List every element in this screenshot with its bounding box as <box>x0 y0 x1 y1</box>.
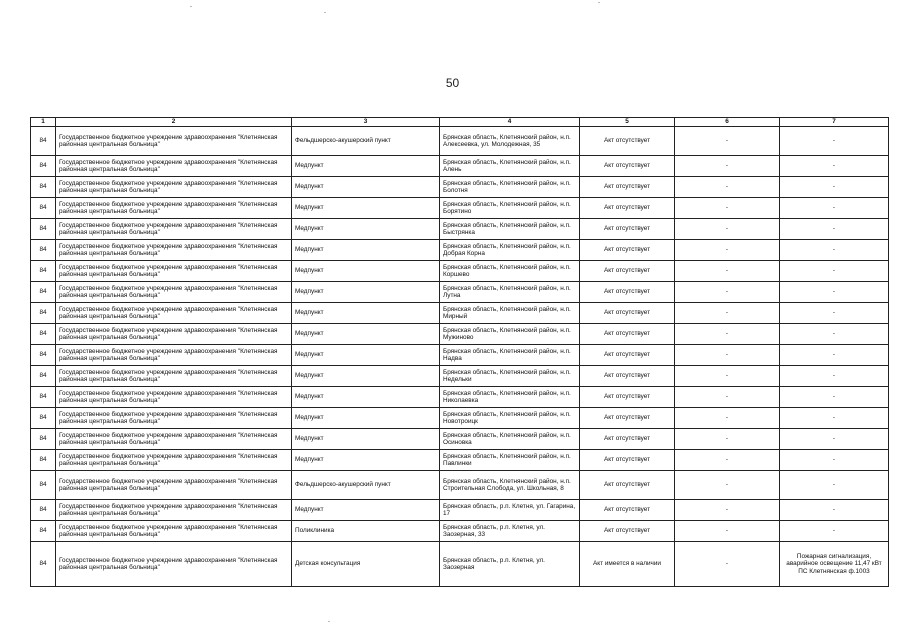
organization-cell: Государственное бюджетное учреждение здравоохранения "Клетнянская районная центральная больница" <box>56 429 292 450</box>
table-row <box>31 303 889 324</box>
column-6-cell: - <box>675 450 780 471</box>
row-number-cell: 84 <box>31 366 56 387</box>
address-cell: Брянская область, р.п. Клетня, ул. Заозерная, 33 <box>440 521 580 542</box>
address-cell: Брянская область, р.п. Клетня, ул. Гагарина, 17 <box>440 500 580 521</box>
organization-cell: Государственное бюджетное учреждение здравоохранения "Клетнянская районная центральная больница" <box>56 366 292 387</box>
row-number-cell: 84 <box>31 471 56 500</box>
column-7-cell: - <box>780 500 889 521</box>
column-6-cell: - <box>675 345 780 366</box>
table-row <box>31 366 889 387</box>
act-status-cell: Акт отсутствует <box>580 198 675 219</box>
table-row <box>31 408 889 429</box>
act-status-cell: Акт отсутствует <box>580 345 675 366</box>
address-cell: Брянская область, Клетнянский район, н.п. Осиновка <box>440 429 580 450</box>
act-status-cell: Акт отсутствует <box>580 521 675 542</box>
table-row <box>31 542 889 587</box>
act-status-cell: Акт отсутствует <box>580 500 675 521</box>
facility-type-cell: Медпункт <box>292 366 440 387</box>
scan-speck <box>324 12 326 13</box>
address-cell: Брянская область, Клетнянский район, н.п. Быстрянка <box>440 219 580 240</box>
organization-cell: Государственное бюджетное учреждение здравоохранения "Клетнянская районная центральная больница" <box>56 345 292 366</box>
column-6-cell: - <box>675 219 780 240</box>
scan-speck <box>328 621 330 622</box>
act-status-cell: Акт отсутствует <box>580 156 675 177</box>
act-status-cell: Акт отсутствует <box>580 177 675 198</box>
address-cell: Брянская область, Клетнянский район, н.п. Алексеевка, ул. Молодежная, 35 <box>440 127 580 156</box>
row-number-cell: 84 <box>31 282 56 303</box>
row-number-cell: 84 <box>31 240 56 261</box>
facility-type-cell: Медпункт <box>292 408 440 429</box>
facility-type-cell: Медпункт <box>292 324 440 345</box>
column-7-cell: - <box>780 127 889 156</box>
column-6-cell: - <box>675 542 780 587</box>
address-cell: Брянская область, р.п. Клетня, ул. Заозерная <box>440 542 580 587</box>
act-status-cell: Акт отсутствует <box>580 471 675 500</box>
header-col-1: 1 <box>31 118 56 127</box>
facility-type-cell: Медпункт <box>292 500 440 521</box>
row-number-cell: 84 <box>31 429 56 450</box>
column-7-cell: - <box>780 240 889 261</box>
act-status-cell: Акт отсутствует <box>580 429 675 450</box>
table-row <box>31 282 889 303</box>
column-6-cell: - <box>675 303 780 324</box>
table-row <box>31 156 889 177</box>
address-cell: Брянская область, Клетнянский район, н.п. Павлинки <box>440 450 580 471</box>
column-6-cell: - <box>675 156 780 177</box>
facility-type-cell: Медпункт <box>292 219 440 240</box>
facility-type-cell: Медпункт <box>292 387 440 408</box>
column-7-cell: - <box>780 156 889 177</box>
organization-cell: Государственное бюджетное учреждение здравоохранения "Клетнянская районная центральная больница" <box>56 219 292 240</box>
organization-cell: Государственное бюджетное учреждение здравоохранения "Клетнянская районная центральная больница" <box>56 500 292 521</box>
facility-type-cell: Медпункт <box>292 450 440 471</box>
table-row <box>31 450 889 471</box>
column-6-cell: - <box>675 324 780 345</box>
facility-type-cell: Медпункт <box>292 282 440 303</box>
column-6-cell: - <box>675 429 780 450</box>
facility-type-cell: Медпункт <box>292 429 440 450</box>
column-6-cell: - <box>675 521 780 542</box>
organization-cell: Государственное бюджетное учреждение здравоохранения "Клетнянская районная центральная больница" <box>56 542 292 587</box>
column-7-cell: - <box>780 521 889 542</box>
organization-cell: Государственное бюджетное учреждение здравоохранения "Клетнянская районная центральная больница" <box>56 521 292 542</box>
address-cell: Брянская область, Клетнянский район, н.п. Недельки <box>440 366 580 387</box>
address-cell: Брянская область, Клетнянский район, н.п. Новотроицк <box>440 408 580 429</box>
act-status-cell: Акт отсутствует <box>580 240 675 261</box>
scan-speck <box>598 2 600 3</box>
table-row <box>31 471 889 500</box>
column-7-cell: - <box>780 198 889 219</box>
address-cell: Брянская область, Клетнянский район, н.п. Строительная Слобода, ул. Школьная, 8 <box>440 471 580 500</box>
column-6-cell: - <box>675 177 780 198</box>
data-table <box>30 117 889 587</box>
table-row <box>31 324 889 345</box>
organization-cell: Государственное бюджетное учреждение здравоохранения "Клетнянская районная центральная больница" <box>56 408 292 429</box>
act-status-cell: Акт отсутствует <box>580 261 675 282</box>
organization-cell: Государственное бюджетное учреждение здравоохранения "Клетнянская районная центральная больница" <box>56 282 292 303</box>
facility-type-cell: Медпункт <box>292 303 440 324</box>
column-7-cell: Пожарная сигнализация, аварийное освещение 11,47 кВт ПС Клетнянская ф.1003 <box>780 542 889 587</box>
facility-type-cell: Медпункт <box>292 240 440 261</box>
address-cell: Брянская область, Клетнянский район, н.п. Добрая Корна <box>440 240 580 261</box>
act-status-cell: Акт отсутствует <box>580 324 675 345</box>
address-cell: Брянская область, Клетнянский район, н.п. Лутна <box>440 282 580 303</box>
facility-type-cell: Фельдшерско-акушерский пункт <box>292 471 440 500</box>
address-cell: Брянская область, Клетнянский район, н.п. Болотня <box>440 177 580 198</box>
address-cell: Брянская область, Клетнянский район, н.п. Борятино <box>440 198 580 219</box>
column-7-cell: - <box>780 408 889 429</box>
act-status-cell: Акт отсутствует <box>580 366 675 387</box>
facility-type-cell: Поликлиника <box>292 521 440 542</box>
facility-type-cell: Медпункт <box>292 261 440 282</box>
table-row <box>31 500 889 521</box>
column-6-cell: - <box>675 500 780 521</box>
column-7-cell: - <box>780 387 889 408</box>
column-7-cell: - <box>780 282 889 303</box>
act-status-cell: Акт имеется в наличии <box>580 542 675 587</box>
organization-cell: Государственное бюджетное учреждение здравоохранения "Клетнянская районная центральная больница" <box>56 127 292 156</box>
column-7-cell: - <box>780 324 889 345</box>
scan-speck <box>190 6 192 7</box>
column-6-cell: - <box>675 366 780 387</box>
organization-cell: Государственное бюджетное учреждение здравоохранения "Клетнянская районная центральная больница" <box>56 387 292 408</box>
header-col-4: 4 <box>440 118 580 127</box>
act-status-cell: Акт отсутствует <box>580 450 675 471</box>
organization-cell: Государственное бюджетное учреждение здравоохранения "Клетнянская районная центральная больница" <box>56 450 292 471</box>
address-cell: Брянская область, Клетнянский район, н.п. Мужиново <box>440 324 580 345</box>
table-row <box>31 127 889 156</box>
column-7-cell: - <box>780 366 889 387</box>
row-number-cell: 84 <box>31 303 56 324</box>
column-7-cell: - <box>780 219 889 240</box>
organization-cell: Государственное бюджетное учреждение здравоохранения "Клетнянская районная центральная больница" <box>56 261 292 282</box>
column-6-cell: - <box>675 471 780 500</box>
act-status-cell: Акт отсутствует <box>580 282 675 303</box>
column-6-cell: - <box>675 240 780 261</box>
page-number: 50 <box>445 76 460 90</box>
row-number-cell: 84 <box>31 387 56 408</box>
table-row <box>31 177 889 198</box>
act-status-cell: Акт отсутствует <box>580 219 675 240</box>
table-row <box>31 387 889 408</box>
row-number-cell: 84 <box>31 408 56 429</box>
table-row <box>31 521 889 542</box>
row-number-cell: 84 <box>31 542 56 587</box>
facility-type-cell: Медпункт <box>292 156 440 177</box>
row-number-cell: 84 <box>31 500 56 521</box>
row-number-cell: 84 <box>31 198 56 219</box>
act-status-cell: Акт отсутствует <box>580 127 675 156</box>
header-col-5: 5 <box>580 118 675 127</box>
facility-type-cell: Медпункт <box>292 198 440 219</box>
facility-type-cell: Фельдшерско-акушерский пункт <box>292 127 440 156</box>
header-col-2: 2 <box>56 118 292 127</box>
column-6-cell: - <box>675 408 780 429</box>
header-col-7: 7 <box>780 118 889 127</box>
table-row <box>31 261 889 282</box>
organization-cell: Государственное бюджетное учреждение здравоохранения "Клетнянская районная центральная больница" <box>56 156 292 177</box>
facility-type-cell: Детская консультация <box>292 542 440 587</box>
organization-cell: Государственное бюджетное учреждение здравоохранения "Клетнянская районная центральная больница" <box>56 303 292 324</box>
organization-cell: Государственное бюджетное учреждение здравоохранения "Клетнянская районная центральная больница" <box>56 324 292 345</box>
address-cell: Брянская область, Клетнянский район, н.п. Николаевка <box>440 387 580 408</box>
table-row <box>31 198 889 219</box>
row-number-cell: 84 <box>31 324 56 345</box>
column-6-cell: - <box>675 282 780 303</box>
table-row <box>31 429 889 450</box>
facility-type-cell: Медпункт <box>292 177 440 198</box>
header-col-6: 6 <box>675 118 780 127</box>
row-number-cell: 84 <box>31 127 56 156</box>
column-6-cell: - <box>675 127 780 156</box>
column-6-cell: - <box>675 198 780 219</box>
column-7-cell: - <box>780 429 889 450</box>
row-number-cell: 84 <box>31 219 56 240</box>
row-number-cell: 84 <box>31 177 56 198</box>
table-row <box>31 219 889 240</box>
column-7-cell: - <box>780 261 889 282</box>
organization-cell: Государственное бюджетное учреждение здравоохранения "Клетнянская районная центральная больница" <box>56 177 292 198</box>
table-row <box>31 240 889 261</box>
act-status-cell: Акт отсутствует <box>580 408 675 429</box>
act-status-cell: Акт отсутствует <box>580 303 675 324</box>
column-6-cell: - <box>675 261 780 282</box>
row-number-cell: 84 <box>31 261 56 282</box>
column-6-cell: - <box>675 387 780 408</box>
column-7-cell: - <box>780 345 889 366</box>
organization-cell: Государственное бюджетное учреждение здравоохранения "Клетнянская районная центральная больница" <box>56 198 292 219</box>
row-number-cell: 84 <box>31 156 56 177</box>
address-cell: Брянская область, Клетнянский район, н.п. Надва <box>440 345 580 366</box>
act-status-cell: Акт отсутствует <box>580 387 675 408</box>
organization-cell: Государственное бюджетное учреждение здравоохранения "Клетнянская районная центральная больница" <box>56 240 292 261</box>
row-number-cell: 84 <box>31 521 56 542</box>
row-number-cell: 84 <box>31 345 56 366</box>
organization-cell: Государственное бюджетное учреждение здравоохранения "Клетнянская районная центральная больница" <box>56 471 292 500</box>
table-row <box>31 345 889 366</box>
address-cell: Брянская область, Клетнянский район, н.п. Коршево <box>440 261 580 282</box>
address-cell: Брянская область, Клетнянский район, н.п. Мирный <box>440 303 580 324</box>
facility-type-cell: Медпункт <box>292 345 440 366</box>
address-cell: Брянская область, Клетнянский район, н.п. Алень <box>440 156 580 177</box>
row-number-cell: 84 <box>31 450 56 471</box>
column-7-cell: - <box>780 177 889 198</box>
table-header-row <box>31 118 889 127</box>
column-7-cell: - <box>780 471 889 500</box>
header-col-3: 3 <box>292 118 440 127</box>
column-7-cell: - <box>780 450 889 471</box>
column-7-cell: - <box>780 303 889 324</box>
